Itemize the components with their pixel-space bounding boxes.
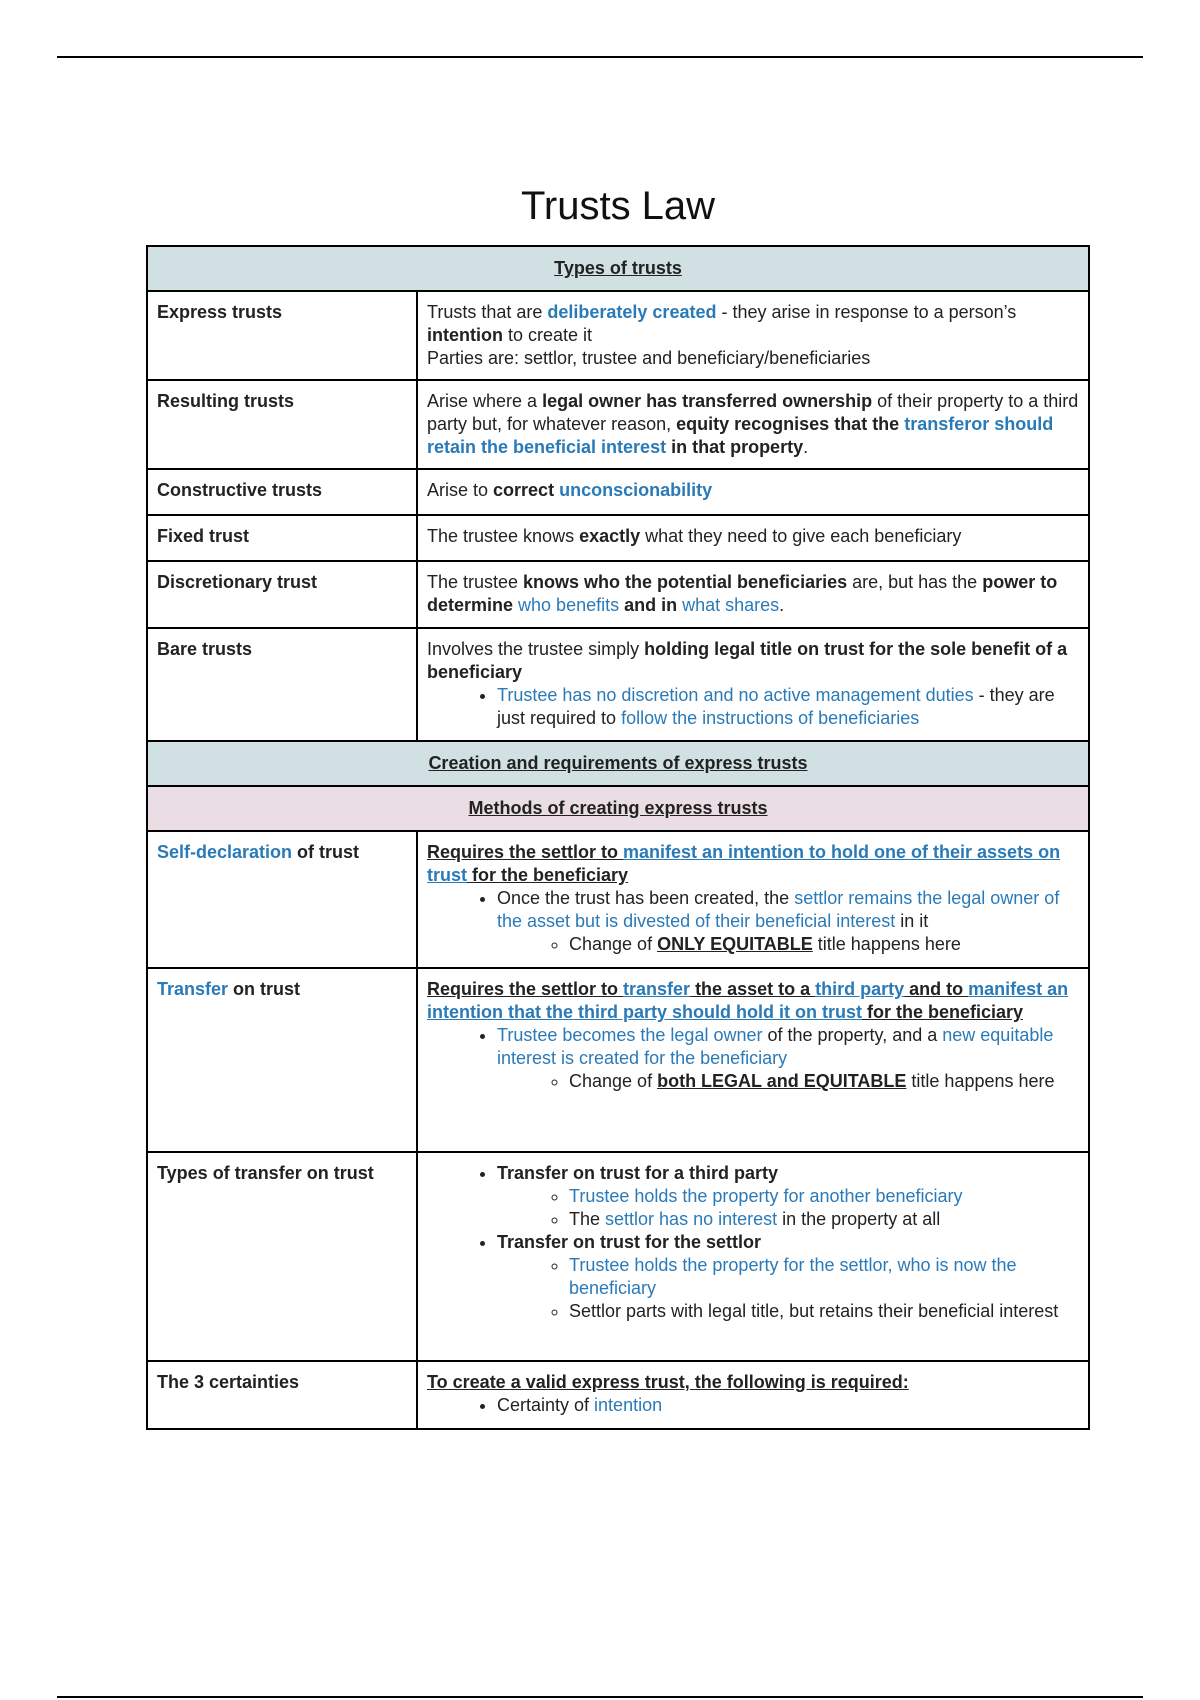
list-item: ◦ Trustee holds the property for the settlor, who is now the beneficiary bbox=[569, 1254, 1079, 1300]
list-item: • Once the trust has been created, the settlor remains the legal owner of the asset but is divested of their beneficial interest in it ◦ Change of ONLY EQUITABLE title happens here bbox=[497, 887, 1079, 956]
row-label: Discretionary trust bbox=[147, 561, 417, 628]
row-label: Fixed trust bbox=[147, 515, 417, 561]
list-item: ◦ Settlor parts with legal title, but retains their beneficial interest bbox=[569, 1300, 1079, 1323]
table-row bbox=[147, 968, 1089, 1152]
row-content: Requires the settlor to transfer the asset to a third party and to manifest an intention that the third party should hold it on trust for the beneficiary • Trustee becomes the legal owner of the property, and a new equitable interest is created for the beneficiary ◦ Change of both LEGAL and EQUITABLE title happens here bbox=[417, 968, 1089, 1152]
list-item: ◦ Change of ONLY EQUITABLE title happens here bbox=[569, 933, 1079, 956]
table-row bbox=[147, 628, 1089, 741]
bottom-rule bbox=[57, 1696, 1143, 1698]
row-label: Bare trusts bbox=[147, 628, 417, 741]
methods-header: Methods of creating express trusts bbox=[147, 786, 1089, 831]
list-item: • Transfer on trust for a third party ◦ Trustee holds the property for another beneficiary ◦ The settlor has no interest in the property at all bbox=[497, 1162, 1079, 1231]
row-content: Requires the settlor to manifest an intention to hold one of their assets on trust for the beneficiary • Once the trust has been created, the settlor remains the legal owner of the asset but is divested of their beneficial interest in it ◦ Change of ONLY EQUITABLE title happens here bbox=[417, 831, 1089, 968]
row-label: Transfer on trust bbox=[147, 968, 417, 1152]
list-item: • Trustee has no discretion and no active management duties - they are just required to follow the instructions of beneficiaries bbox=[497, 684, 1079, 730]
row-content: To create a valid express trust, the following is required: • Certainty of intention bbox=[417, 1361, 1089, 1429]
row-label: Self-declaration of trust bbox=[147, 831, 417, 968]
row-content bbox=[417, 1152, 1089, 1361]
row-content: The trustee knows exactly what they need to give each beneficiary bbox=[417, 515, 1089, 561]
trusts-table bbox=[146, 245, 1090, 1430]
table-row bbox=[147, 515, 1089, 561]
row-content: Arise to correct unconscionability bbox=[417, 469, 1089, 515]
list-item: • Transfer on trust for the settlor ◦ Trustee holds the property for the settlor, who is now the beneficiary ◦ Settlor parts with legal title, but retains their beneficial interest bbox=[497, 1231, 1079, 1323]
row-label: Constructive trusts bbox=[147, 469, 417, 515]
types-of-trusts-header: Types of trusts bbox=[147, 246, 1089, 291]
row-label: The 3 certainties bbox=[147, 1361, 417, 1429]
table-row bbox=[147, 561, 1089, 628]
table-row bbox=[147, 469, 1089, 515]
top-rule bbox=[57, 56, 1143, 58]
list-item: ◦ Trustee holds the property for another beneficiary bbox=[569, 1185, 1079, 1208]
list-item: • Certainty of intention bbox=[497, 1394, 1079, 1417]
list-item: ◦ Change of both LEGAL and EQUITABLE title happens here bbox=[569, 1070, 1079, 1093]
row-content: The trustee knows who the potential beneficiaries are, but has the power to determine who benefits and in what shares. bbox=[417, 561, 1089, 628]
row-label: Types of transfer on trust bbox=[147, 1152, 417, 1361]
table-row bbox=[147, 1361, 1089, 1429]
row-label: Resulting trusts bbox=[147, 380, 417, 469]
row-content: Trusts that are deliberately created - they arise in response to a person’s intention to create it Parties are: settlor, trustee and beneficiary/beneficiaries bbox=[417, 291, 1089, 380]
row-content: Involves the trustee simply holding legal title on trust for the sole benefit of a beneficiary • Trustee has no discretion and no active management duties - they are just required to follow the instructions of beneficiaries bbox=[417, 628, 1089, 741]
row-content: Arise where a legal owner has transferred ownership of their property to a third party but, for whatever reason, equity recognises that the transferor should retain the beneficial interest in that property. bbox=[417, 380, 1089, 469]
table-row bbox=[147, 380, 1089, 469]
creation-header: Creation and requirements of express trusts bbox=[147, 741, 1089, 786]
table-row bbox=[147, 831, 1089, 968]
list-item: ◦ The settlor has no interest in the property at all bbox=[569, 1208, 1079, 1231]
row-label: Express trusts bbox=[147, 291, 417, 380]
list-item: • Trustee becomes the legal owner of the property, and a new equitable interest is created for the beneficiary ◦ Change of both LEGAL and EQUITABLE title happens here bbox=[497, 1024, 1079, 1093]
page-title: Trusts Law bbox=[520, 184, 716, 228]
table-row bbox=[147, 291, 1089, 380]
table-row bbox=[147, 1152, 1089, 1361]
